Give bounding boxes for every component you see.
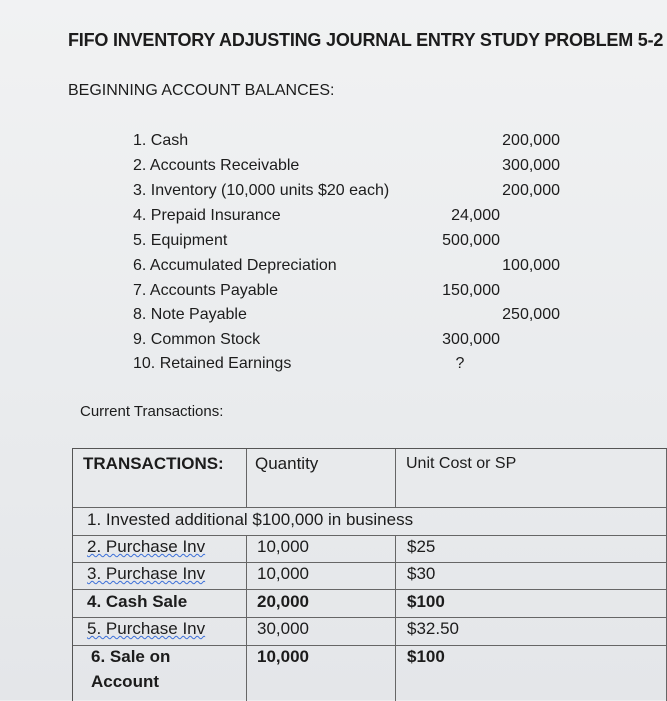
balance-amount: 200,000 [502,132,560,149]
balance-row [0,257,667,281]
row-divider [73,535,667,536]
row-divider [73,589,667,590]
balance-amount: ? [455,355,465,372]
header-quantity: Quantity [255,454,319,473]
column-divider [395,449,396,507]
transaction-quantity: 20,000 [257,592,309,611]
beginning-balances-heading: BEGINNING ACCOUNT BALANCES: [68,82,335,99]
transaction-label: 6. Sale on [91,647,171,666]
transaction-1-label: 1. Invested additional $100,000 in business [87,510,414,529]
balance-row [0,355,667,379]
balance-label: 3. Inventory (10,000 units $20 each) [133,182,390,199]
balance-label: 5. Equipment [133,232,228,249]
balance-amount: 200,000 [502,182,560,199]
row-divider [73,617,667,618]
balance-label: 10. Retained Earnings [133,355,292,372]
balance-row [0,306,667,330]
balance-row [0,182,667,206]
balance-row [0,157,667,181]
transaction-quantity: 10,000 [257,647,309,666]
balance-label: 1. Cash [133,132,189,149]
header-transactions: TRANSACTIONS: [83,454,224,473]
transaction-cost: $32.50 [407,619,459,638]
row-divider [73,562,667,563]
header-unit-cost: Unit Cost or SP [406,455,517,472]
balance-label: 2. Accounts Receivable [133,157,300,174]
transaction-cost: $30 [407,564,436,583]
current-transactions-heading: Current Transactions: [80,403,224,420]
balance-amount: 250,000 [502,306,560,323]
transaction-cost: $100 [407,647,445,666]
balance-amount: 150,000 [442,282,500,299]
balance-label: 6. Accumulated Depreciation [133,257,337,274]
balance-amount: 24,000 [451,207,500,224]
transaction-cost: $25 [407,537,436,556]
transaction-quantity: 30,000 [257,619,309,638]
balance-row [0,331,667,355]
transaction-cost: $100 [407,592,445,611]
balance-amount: 300,000 [502,157,560,174]
transaction-label-text: 3. Purchase Inv [87,564,206,583]
balance-amount: 100,000 [502,257,560,274]
transactions-table [72,448,667,701]
balance-label: 9. Common Stock [133,331,261,348]
balance-row [0,207,667,231]
transaction-label-text: 5. Purchase Inv [87,619,206,638]
transaction-quantity: 10,000 [257,537,309,556]
transaction-label-line2: Account [91,672,159,691]
balance-label: 7. Accounts Payable [133,282,278,299]
balance-row [0,282,667,306]
transaction-label-text: 2. Purchase Inv [87,537,206,556]
balance-label: 4. Prepaid Insurance [133,207,281,224]
transaction-label [87,564,205,584]
row-divider [73,645,667,646]
balance-label: 8. Note Payable [133,306,247,323]
transaction-label [87,537,205,557]
transaction-label: 4. Cash Sale [87,592,188,611]
column-divider [395,535,396,701]
balance-amount: 500,000 [442,232,500,249]
transaction-quantity: 10,000 [257,564,309,583]
transaction-label [87,619,205,639]
balance-amount: 300,000 [442,331,500,348]
column-divider [246,535,247,701]
balance-row [0,232,667,256]
row-divider [73,507,667,508]
page-title: FIFO INVENTORY ADJUSTING JOURNAL ENTRY STUDY PROBLEM 5-2 [68,30,664,50]
column-divider [246,449,247,507]
balance-row [0,132,667,156]
